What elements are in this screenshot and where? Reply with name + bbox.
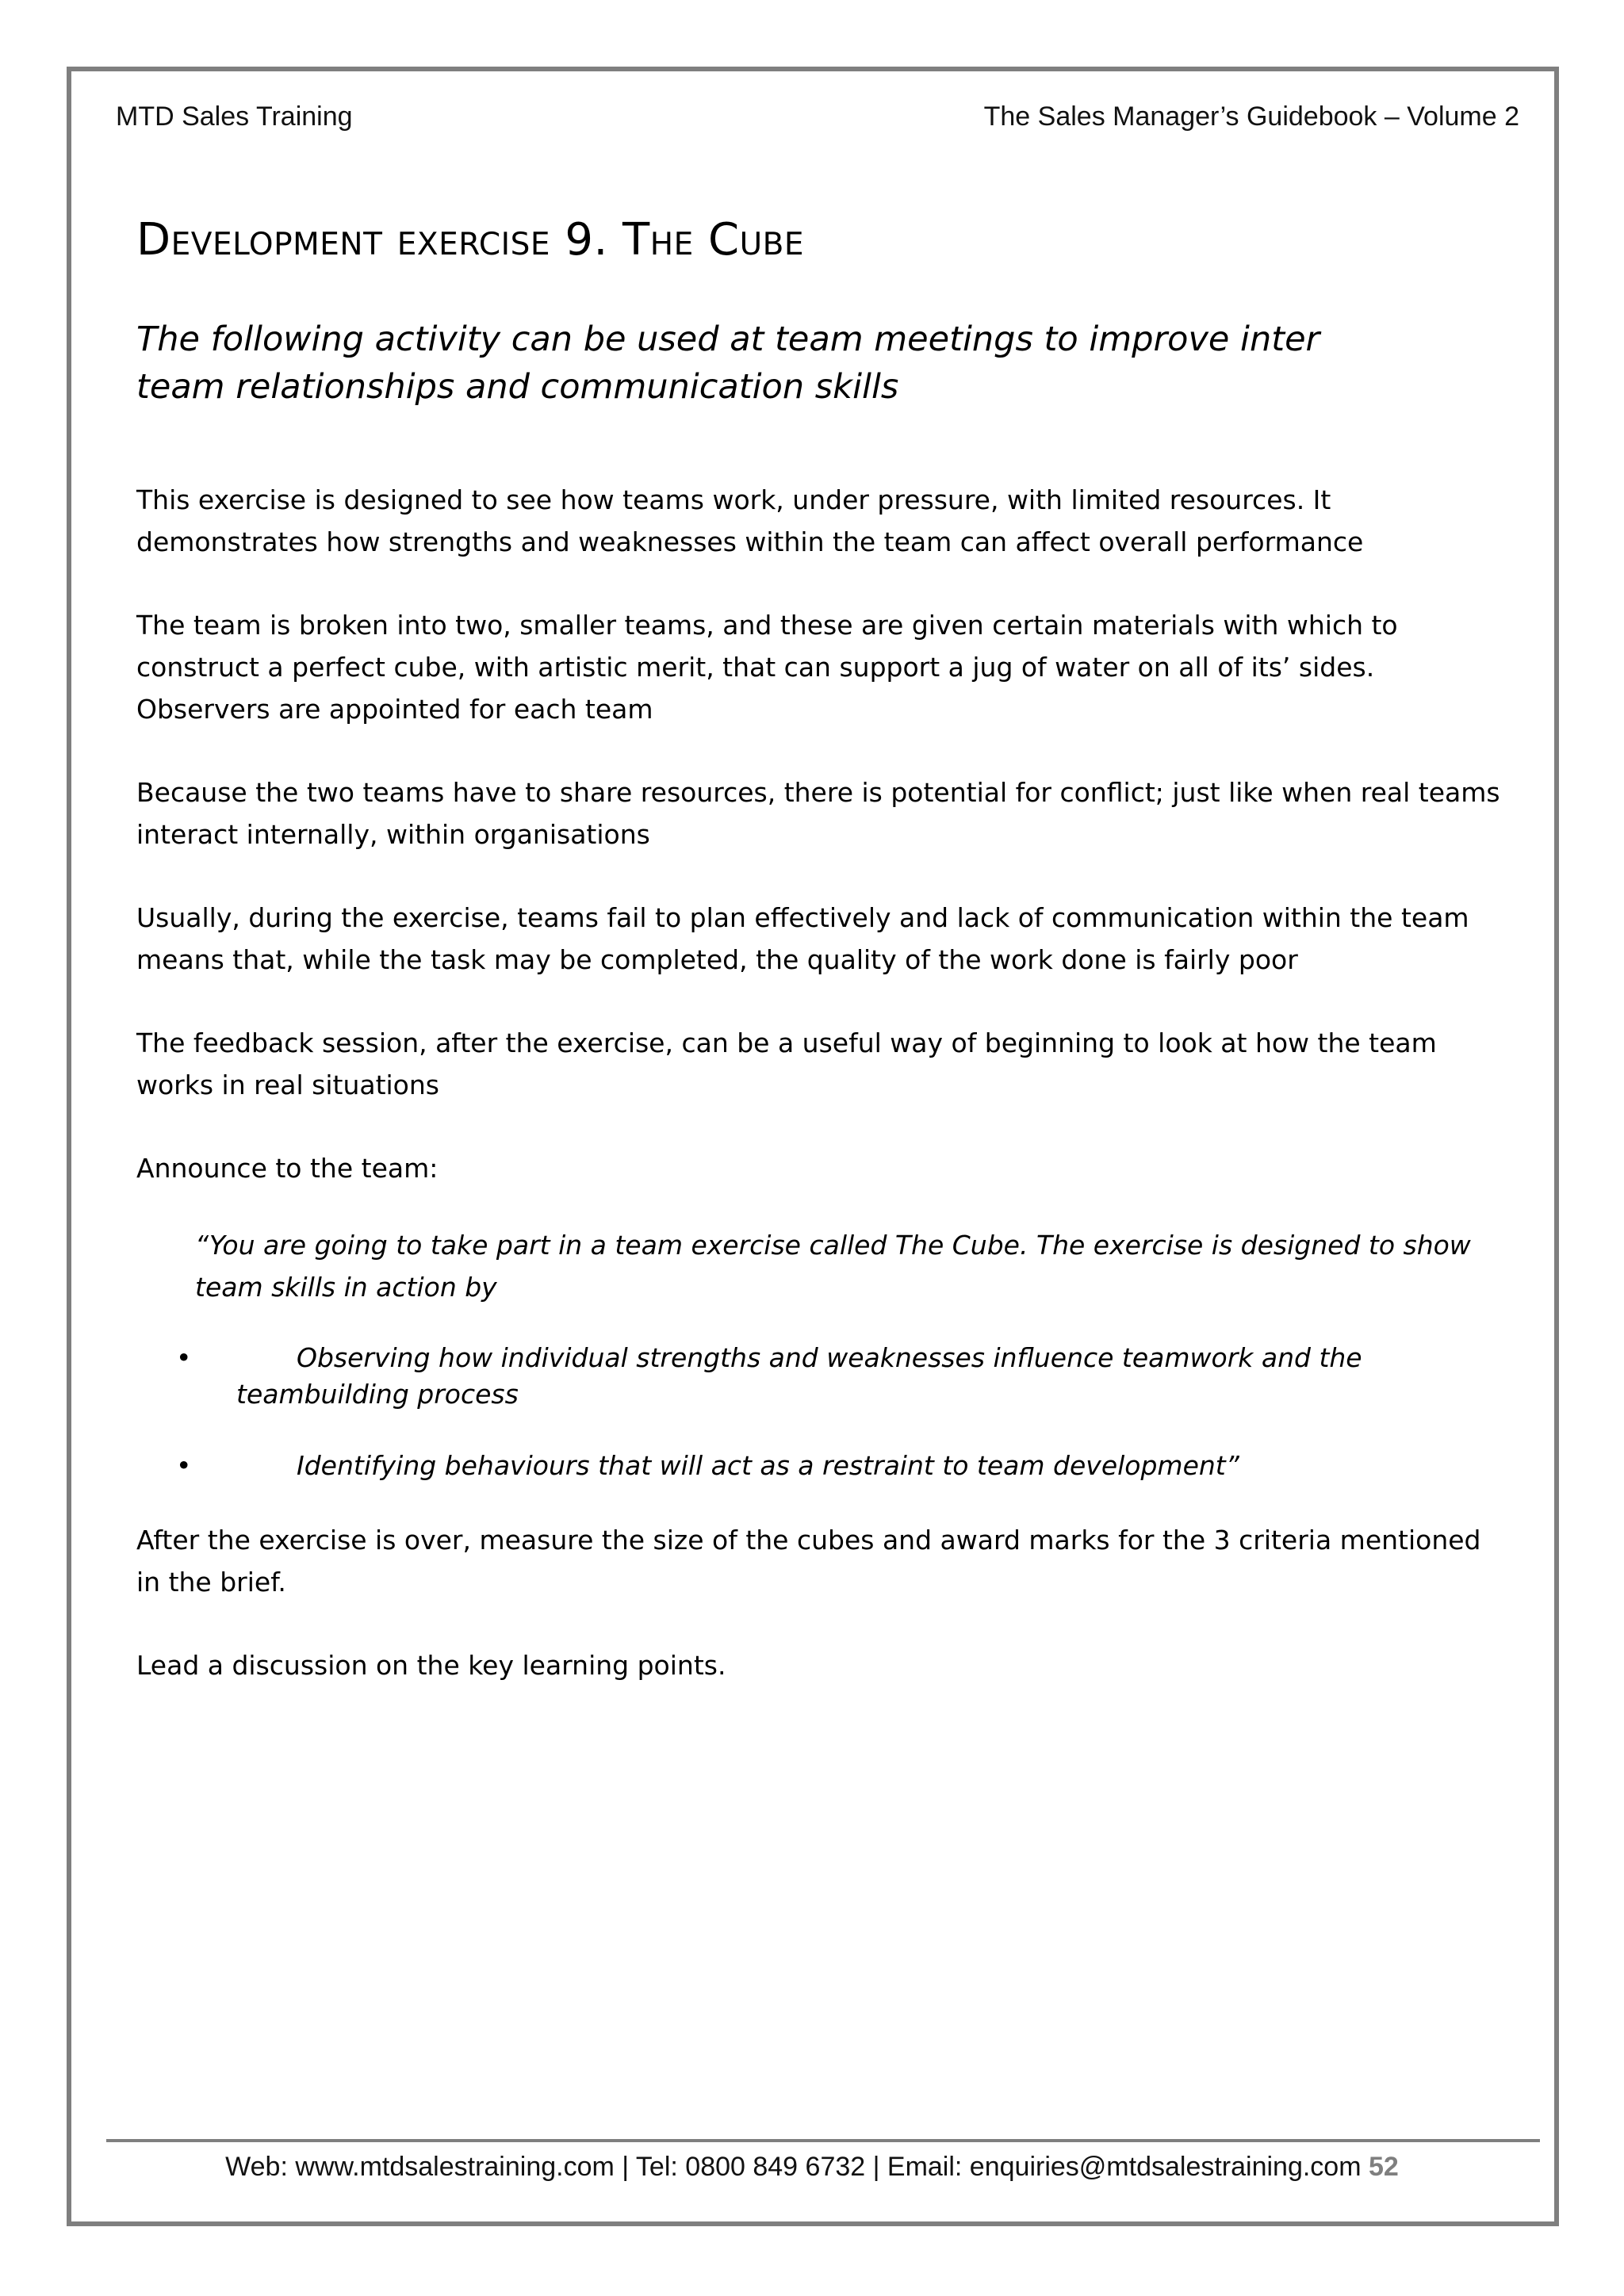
footer-divider (106, 2139, 1540, 2142)
paragraph: Usually, during the exercise, teams fail to plan effectively and lack of communication within the team means that, while the task may be completed, the quality of the work done is fairly poor (136, 902, 1469, 975)
announce-text: Announce to the team: (136, 1153, 439, 1184)
paragraph: After the exercise is over, measure the size of the cubes and award marks for the 3 criteria mentioned in the brief. (136, 1525, 1481, 1598)
paragraph: Because the two teams have to share resources, there is potential for conflict; just like when real teams interact internally, within organisations (136, 777, 1500, 850)
bullet-icon: • (176, 1342, 192, 1373)
page-number: 52 (1369, 2152, 1399, 2182)
quote-intro: “You are going to take part in a team exercise called The Cube. The exercise is designed to show team skills in action by (195, 1230, 1471, 1303)
paragraph: The feedback session, after the exercise, can be a useful way of beginning to look at how the team works in real situations (136, 1027, 1437, 1100)
bullet-icon: • (176, 1450, 192, 1481)
quote-block (176, 1224, 1496, 1484)
list-item (176, 1448, 1496, 1484)
paragraph: Lead a discussion on the key learning points. (136, 1650, 726, 1681)
list-item (176, 1340, 1496, 1413)
paragraph: The team is broken into two, smaller teams, and these are given certain materials with which to construct a perfect cube, with artistic merit, that can support a jug of water on all of its’ sides. Observers are appointed for each team (136, 610, 1398, 725)
quote-bullet-list (176, 1340, 1496, 1484)
header-book-title: The Sales Manager’s Guidebook – Volume 2 (983, 101, 1519, 132)
header-company: MTD Sales Training (116, 101, 353, 132)
page-subtitle: The following activity can be used at team meetings to improve inter team relationships and communication skills (136, 320, 1320, 407)
page-title: Development exercise 9. The Cube (136, 214, 805, 266)
bullet-text: Observing how individual strengths and weaknesses influence teamwork and the teambuilding process (236, 1342, 1362, 1410)
paragraph: This exercise is designed to see how teams work, under pressure, with limited resources. It demonstrates how strengths and weaknesses within the team can affect overall performance (136, 484, 1364, 557)
footer (0, 2152, 1624, 2183)
bullet-text: Identifying behaviours that will act as a restraint to team development” (297, 1450, 1239, 1481)
body-content (136, 479, 1500, 1728)
footer-contact: Web: www.mtdsalestraining.com | Tel: 0800 849 6732 | Email: enquiries@mtdsalestraining.com (225, 2152, 1362, 2182)
